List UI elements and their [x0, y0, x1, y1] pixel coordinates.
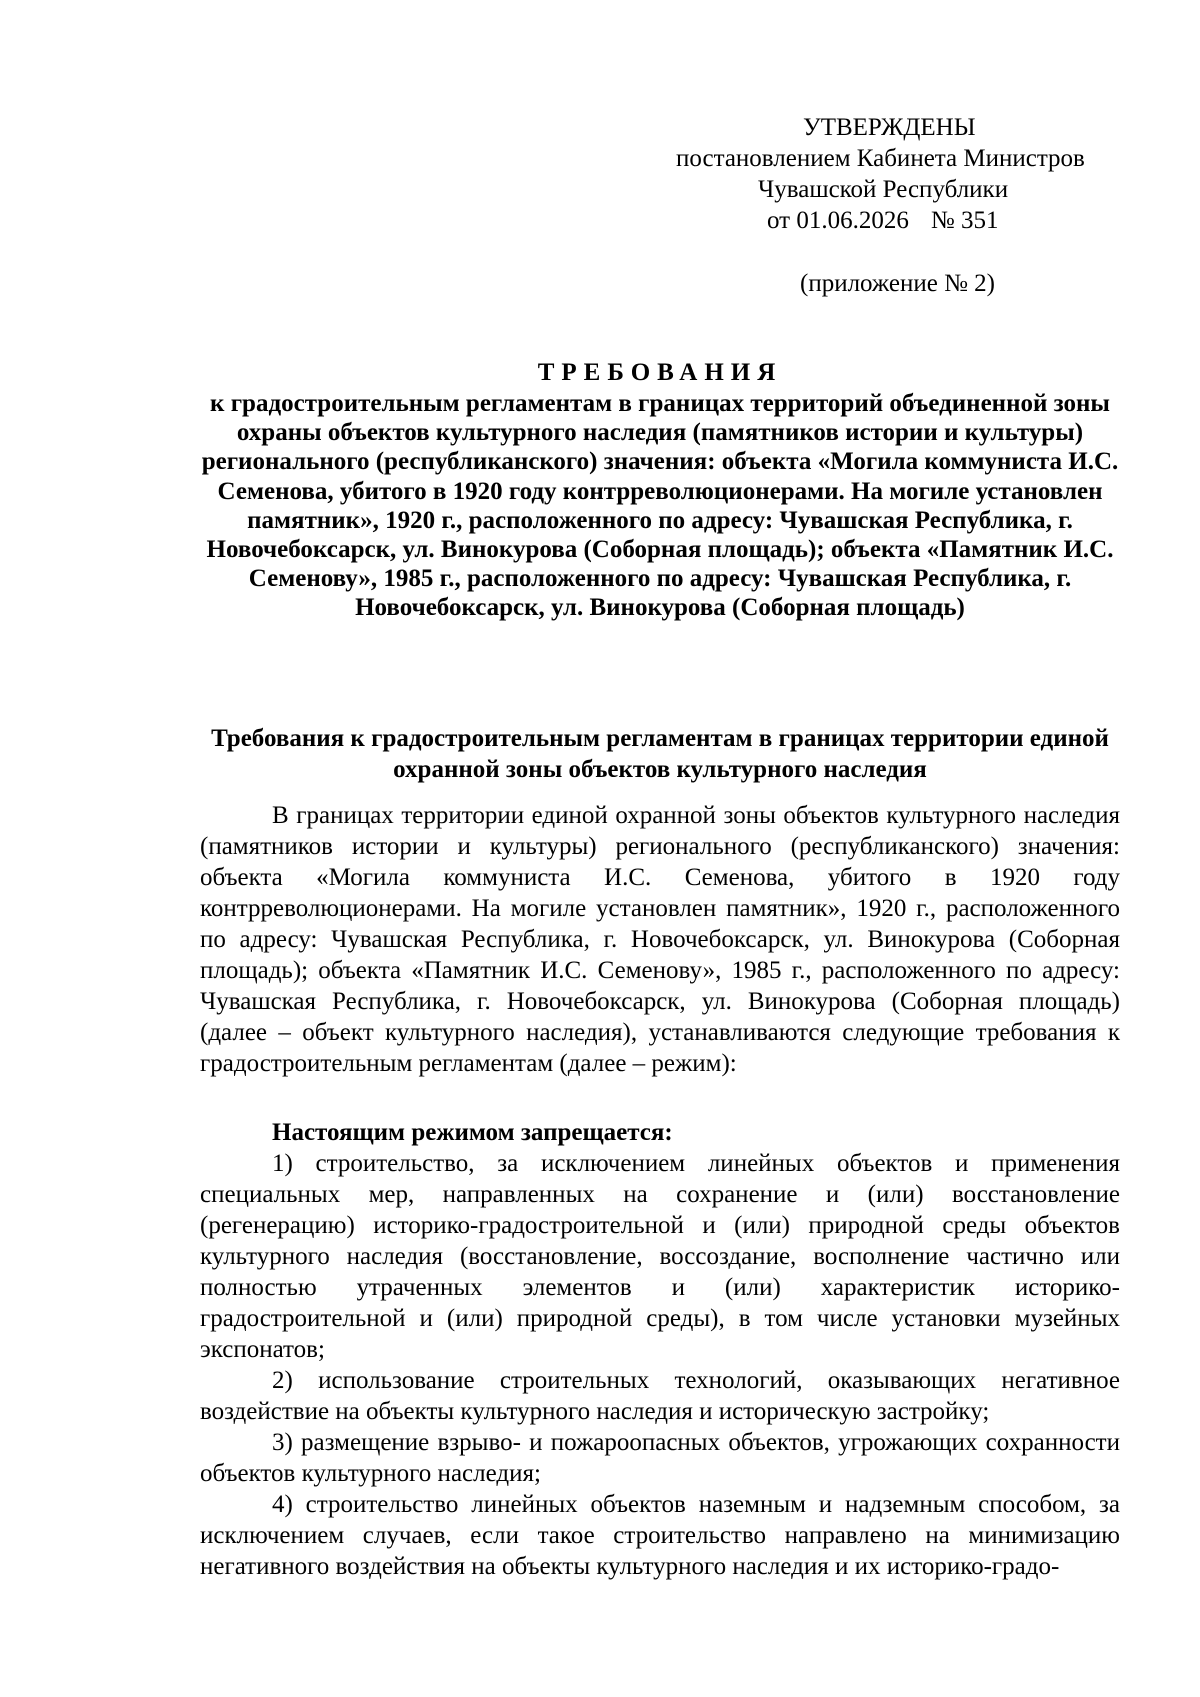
section-heading: Требования к градостроительным регламентам в границах территории единой охранной зоны объектов культурного наследия	[211, 725, 1109, 783]
approval-block	[640, 112, 1140, 236]
approval-date: от 01.06.2026	[767, 207, 909, 234]
appendix-label: (приложение № 2)	[800, 270, 996, 297]
list-item: 3) размещение взрыво- и пожароопасных объектов, угрожающих сохранности объектов культурного наследия;	[200, 1429, 1120, 1487]
document-title: ТРЕБОВАНИЯ	[537, 359, 783, 386]
intro-paragraph: В границах территории единой охранной зоны объектов культурного наследия (памятников истории и культуры) регионального (республиканского) значения: объекта «Могила коммуниста И.С. Семенова, убитого в 1920 году контрреволюционерами. На могиле установлен памятник», 1920 г., расположенного по адресу: Чувашская Республика, г. Новочебоксарск, ул. Винокурова (Соборная площадь); объекта «Памятник И.С. Семенову», 1985 г., расположенного по адресу: Чувашская Республика, г. Новочебоксарск, ул. Винокурова (Соборная площадь) (далее – объект культурного наследия), устанавливаются следующие требования к градостроительным регламентам (далее – режим):	[200, 802, 1120, 1077]
document-body	[200, 800, 1120, 1582]
approval-authority: постановлением Кабинета Министров	[676, 145, 1085, 172]
list-item: 1) строительство, за исключением линейных объектов и применения специальных мер, направленных на сохранение и (или) восстановление (регенерацию) историко-градостроительной и (или) природной среды объектов культурного наследия (восстановление, воссоздание, восполнение частично или полностью утраченных элементов и (или) характеристик историко-градостроительной и (или) природной среды), в том числе установки музейных экспонатов;	[200, 1150, 1120, 1363]
approval-title: УТВЕРЖДЕНЫ	[803, 114, 976, 141]
list-item: 4) строительство линейных объектов наземным и надземным способом, за исключением случаев, если такое строительство направлено на минимизацию негативного воздействия на объекты культурного наследия и их историко-градо-	[200, 1491, 1120, 1580]
document-subtitle: к градостроительным регламентам в границах территорий объединенной зоны охраны объектов культурного наследия (памятников истории и культуры) регионального (республиканского) значения: объекта «Могила коммуниста И.С. Семенова, убитого в 1920 году контрреволюционерами. На могиле установлен памятник», 1920 г., расположенного по адресу: Чувашская Республика, г. Новочебоксарск, ул. Винокурова (Соборная площадь); объекта «Памятник И.С. Семенову», 1985 г., расположенного по адресу: Чувашская Республика, г. Новочебоксарск, ул. Винокурова (Соборная площадь)	[201, 390, 1119, 622]
list-item: 2) использование строительных технологий, оказывающих негативное воздействие на объекты культурного наследия и историческую застройку;	[200, 1367, 1120, 1425]
prohibit-heading: Настоящим режимом запрещается:	[272, 1119, 673, 1146]
approval-date-number	[640, 205, 1140, 236]
approval-number: № 351	[930, 207, 999, 234]
approval-republic: Чувашской Республики	[758, 176, 1009, 203]
